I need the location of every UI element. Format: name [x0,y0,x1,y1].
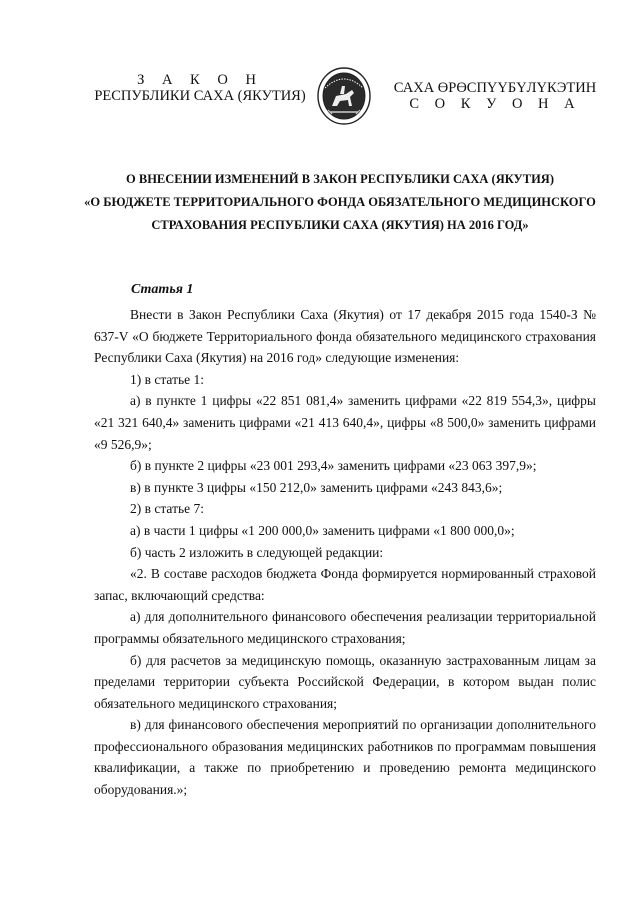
title-line: О ВНЕСЕНИИ ИЗМЕНЕНИЙ В ЗАКОН РЕСПУБЛИКИ САХА (ЯКУТИЯ) [126,172,554,186]
article-heading: Статья 1 [131,282,194,297]
title-line: СТРАХОВАНИЯ РЕСПУБЛИКИ САХА (ЯКУТИЯ) НА 2016 ГОД» [151,218,529,232]
header-law-label-sakha: С О К У О Н А [409,96,581,112]
paragraph: 2) в статье 7: [130,501,204,517]
paragraph: а) для дополнительного финансового обеспечения реализации территориальной программы обязательного медицинского страхования; [94,609,596,646]
title-line: «О БЮДЖЕТЕ ТЕРРИТОРИАЛЬНОГО ФОНДА ОБЯЗАТЕЛЬНОГО МЕДИЦИНСКОГО [84,195,596,209]
paragraph: «2. В составе расходов бюджета Фонда формируется нормированный страховой запас, включающий средства: [94,566,596,603]
paragraph: 1) в статье 1: [130,371,204,387]
paragraph: б) часть 2 изложить в следующей редакции: [130,544,384,560]
paragraph: а) в пункте 1 цифры «22 851 081,4» заменить цифрами «22 819 554,3», цифры «21 321 640,4» заменить цифрами «21 413 640,4», цифры «8 500,0» заменить цифрами «9 526,9»; [94,393,596,452]
paragraph: б) в пункте 2 цифры «23 001 293,4» заменить цифрами «23 063 397,9»; [130,458,537,474]
header-republic-name-sakha: САХА ӨРӨСПҮҮБҮЛҮКЭТИН [393,80,597,96]
paragraph: б) для расчетов за медицинскую помощь, оказанную застрахованным лицам за пределами территории субъекта Российской Федерации, в котором выдан полис обязательного медицинского страхования; [94,652,596,711]
paragraph: в) в пункте 3 цифры «150 212,0» заменить цифрами «243 843,6»; [130,479,503,495]
document-title [60,168,620,237]
document-body [94,304,596,801]
paragraph: а) в части 1 цифры «1 200 000,0» заменить цифрами «1 800 000,0»; [130,522,515,538]
header-right [382,80,608,112]
header-republic-name: РЕСПУБЛИКИ САХА (ЯКУТИЯ) [94,88,306,104]
paragraph: Внести в Закон Республики Саха (Якутия) от 17 декабря 2015 года 1540-З № 637-V «О бюджете Территориального фонда обязательного медицинского страхования Республики Саха (Якутия) на 2016 год» следующие изменения: [94,307,596,366]
coat-of-arms-icon [316,66,372,126]
header-law-label: З А К О Н [137,72,263,88]
paragraph: в) для финансового обеспечения мероприятий по организации дополнительного профессионального образования медицинских работников по программам повышения квалификации, а также по приобретению и проведению ремонта медицинского оборудования.»; [94,717,596,798]
header-left [80,72,320,104]
